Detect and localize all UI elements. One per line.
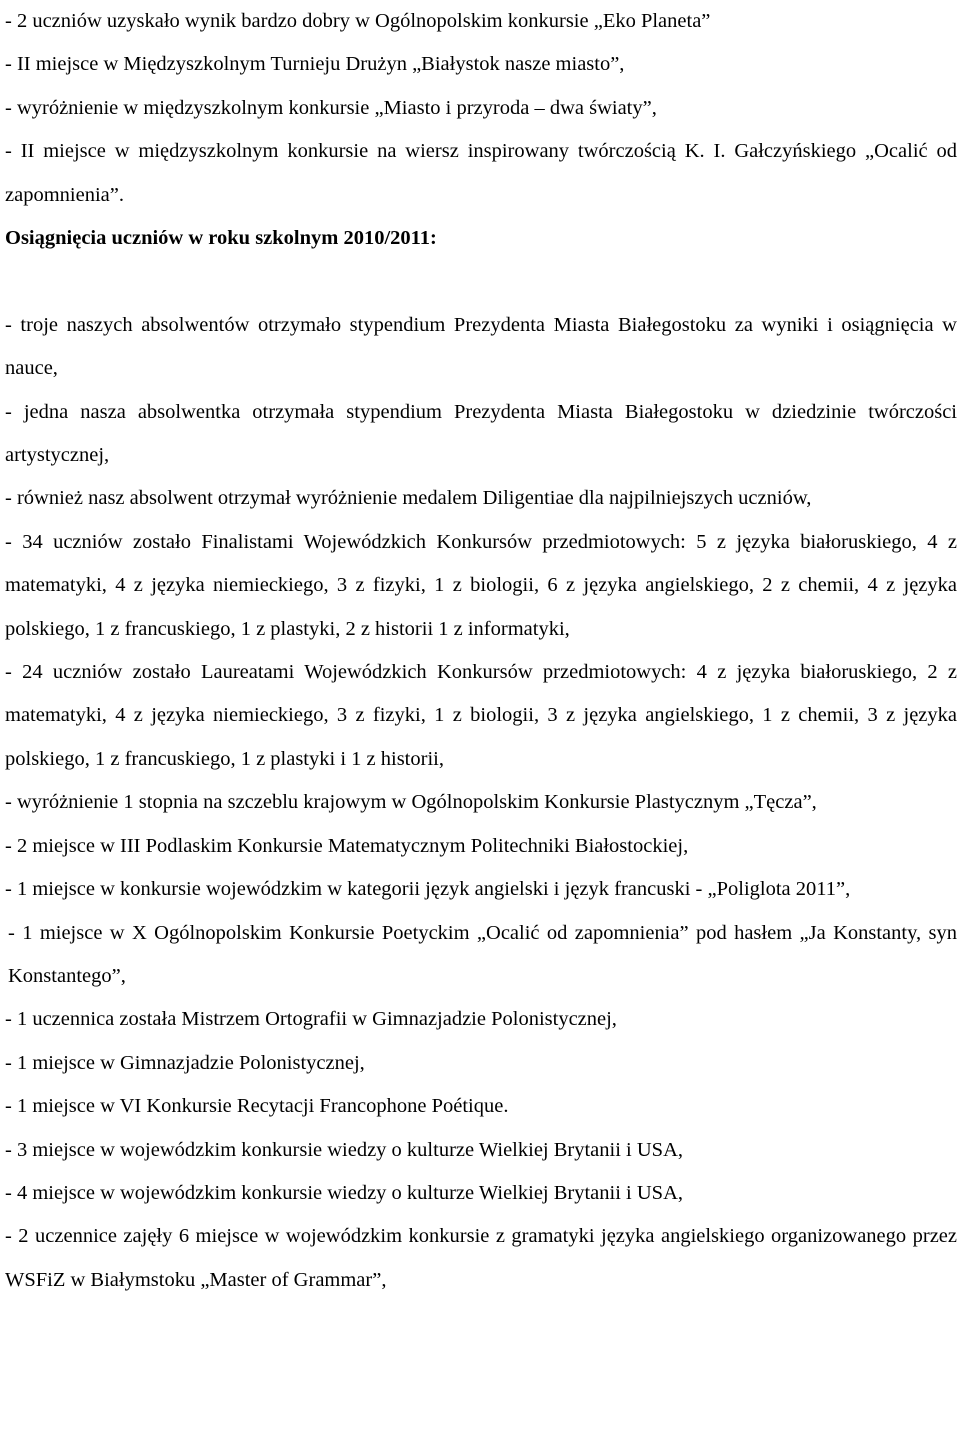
- list-item: - 2 miejsce w III Podlaskim Konkursie Matematycznym Politechniki Białostockiej,: [5, 834, 689, 857]
- list-item: - wyróżnienie 1 stopnia na szczeblu krajowym w Ogólnopolskim Konkursie Plastycznym „Tęcza”,: [5, 791, 817, 814]
- list-item: - 2 uczennice zajęły 6 miejsce w wojewódzkim konkursie z gramatyki języka angielskiego organizowanego przez WSFiZ w Białymstoku „Master of Grammar”,: [5, 1225, 957, 1291]
- list-item: - 4 miejsce w wojewódzkim konkursie wiedzy o kulturze Wielkiej Brytanii i USA,: [5, 1181, 684, 1204]
- list-item: - również nasz absolwent otrzymał wyróżnienie medalem Diligentiae dla najpilniejszych uczniów,: [5, 487, 812, 510]
- list-item: - 1 miejsce w Gimnazjadzie Polonistycznej,: [5, 1051, 365, 1074]
- list-item: - 3 miejsce w wojewódzkim konkursie wiedzy o kulturze Wielkiej Brytanii i USA,: [5, 1138, 684, 1161]
- previous-achievements-list: [5, 0, 957, 217]
- achievements-2010-2011-list: [5, 304, 957, 1302]
- paragraph-gap: [5, 260, 957, 303]
- list-item: - jedna nasza absolwentka otrzymała stypendium Prezydenta Miasta Białegostoku w dziedzinie twórczości artystycznej,: [5, 400, 957, 467]
- list-item: - II miejsce w międzyszkolnym konkursie na wiersz inspirowany twórczością K. I. Gałczyńskiego „Ocalić od zapomnienia”.: [5, 140, 957, 206]
- section-heading: Osiągnięcia uczniów w roku szkolnym 2010/2011:: [5, 227, 437, 250]
- list-item: - 1 miejsce w konkursie wojewódzkim w kategorii język angielski i język francuski - „Poliglota 2011”,: [5, 878, 851, 901]
- list-item: - 2 uczniów uzyskało wynik bardzo dobry w Ogólnopolskim konkursie „Eko Planeta”: [5, 10, 711, 32]
- list-item: - wyróżnienie w międzyszkolnym konkursie „Miasto i przyroda – dwa światy”,: [5, 96, 657, 119]
- list-item: - 1 miejsce w X Ogólnopolskim Konkursie Poetyckim „Ocalić od zapomnienia” pod hasłem „Ja Konstanty, syn Konstantego”,: [8, 921, 957, 987]
- list-item: - 24 uczniów zostało Laureatami Wojewódzkich Konkursów przedmiotowych: 4 z języka białoruskiego, 2 z matematyki, 4 z języka niemieckiego, 3 z fizyki, 1 z biologii, 3 z języka angielskiego, 1 z chemii, 3 z języka polskiego, 1 z francuskiego, 1 z plastyki i 1 z historii,: [5, 661, 957, 770]
- list-item: - II miejsce w Międzyszkolnym Turnieju Drużyn „Białystok nasze miasto”,: [5, 53, 625, 76]
- list-item: - 1 miejsce w VI Konkursie Recytacji Francophone Poétique.: [5, 1095, 509, 1118]
- list-item: - troje naszych absolwentów otrzymało stypendium Prezydenta Miasta Białegostoku za wyniki i osiągnięcia w nauce,: [5, 313, 957, 380]
- list-item: - 34 uczniów zostało Finalistami Wojewódzkich Konkursów przedmiotowych: 5 z języka białoruskiego, 4 z matematyki, 4 z języka niemieckiego, 3 z fizyki, 1 z biologii, 6 z języka angielskiego, 2 z chemii, 4 z języka polskiego, 1 z francuskiego, 1 z plastyki, 2 z historii 1 z informatyki,: [5, 530, 957, 640]
- list-item: - 1 uczennica została Mistrzem Ortografii w Gimnazjadzie Polonistycznej,: [5, 1008, 617, 1031]
